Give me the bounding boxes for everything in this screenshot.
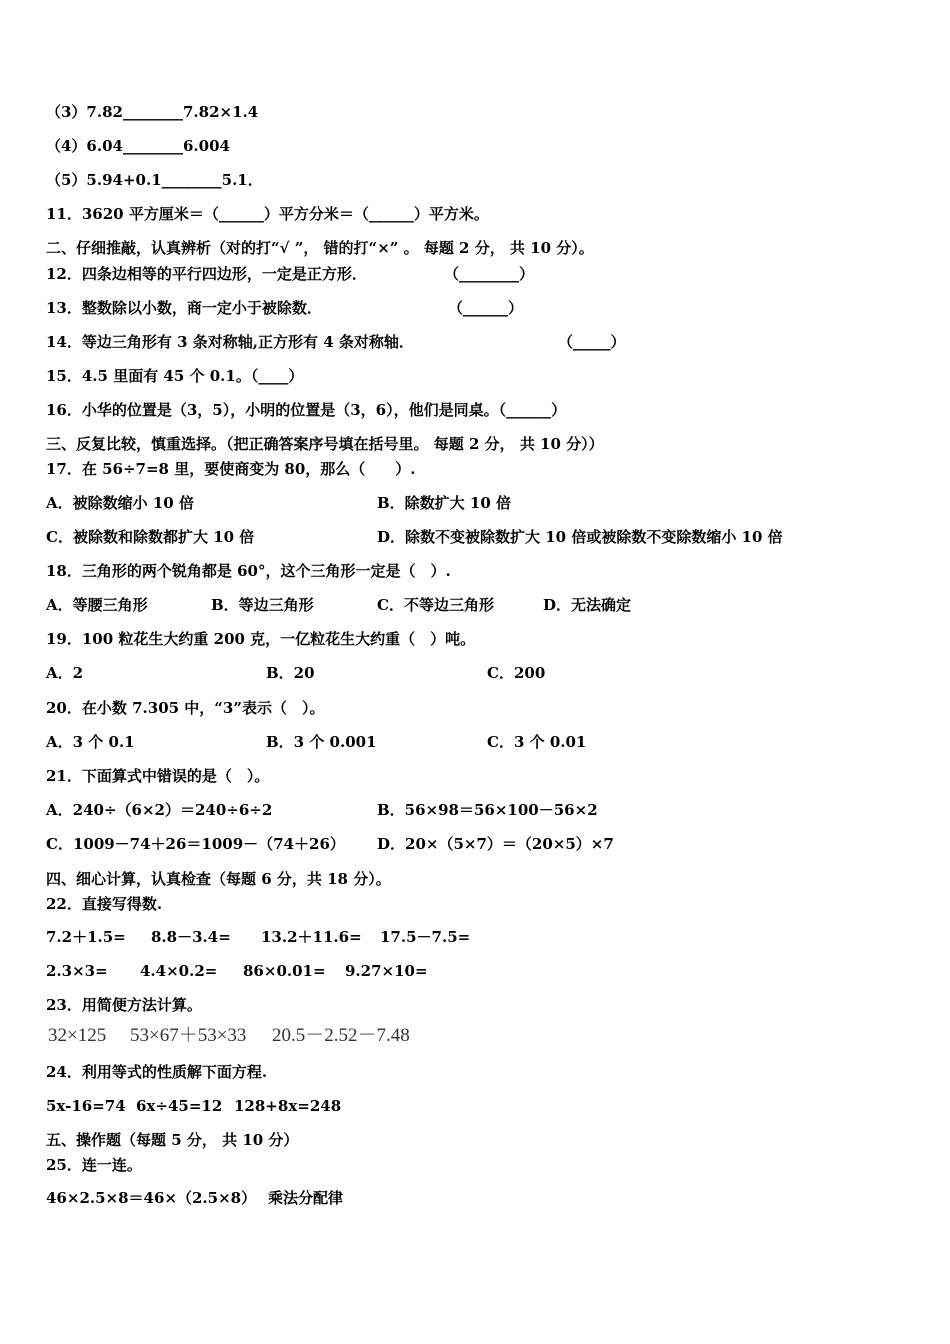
q25-stem: 25．连一连。 <box>46 1156 142 1174</box>
q22-item: 4.4×0.2= <box>140 962 218 980</box>
q17-option-a: A．被除数缩小 10 倍 <box>46 494 194 512</box>
q18-option-b: B．等边三角形 <box>211 596 314 614</box>
q14-text: 14．等边三角形有 3 条对称轴,正方形有 4 条对称轴． <box>46 333 414 351</box>
q22-item: 8.8－3.4= <box>151 928 231 946</box>
q23-expression: 32×125 <box>48 1025 107 1046</box>
q17-option-d: D．除数不变被除数扩大 10 倍或被除数不变除数缩小 10 倍 <box>377 528 783 546</box>
section4-heading: 四、细心计算，认真检查（每题 6 分，共 18 分）。 <box>46 870 391 888</box>
q23-expression: 20.5－2.52－7.48 <box>272 1025 410 1046</box>
q10-part4: （4）6.04________6.004 <box>46 137 230 155</box>
section2-heading: 二、仔细推敲，认真辨析（对的打“√ ”， 错的打“×” 。 每题 2 分， 共 10 分）。 <box>46 239 594 257</box>
q21-option-d: D．20×（5×7）＝（20×5）×7 <box>377 835 614 853</box>
q25-right-law[interactable]: 乘法分配律 <box>268 1189 344 1207</box>
q24-equation: 6x÷45=12 <box>136 1097 223 1115</box>
q22-item: 13.2＋11.6= <box>261 928 362 946</box>
section3-heading: 三、反复比较，慎重选择。（把正确答案序号填在括号里。 每题 2 分， 共 10 分）） <box>46 435 604 453</box>
q24-equation: 5x-16=74 <box>46 1097 126 1115</box>
q15: 15．4.5 里面有 45 个 0.1。（____） <box>46 367 304 385</box>
q22-item: 9.27×10= <box>345 962 428 980</box>
q25-left-expression[interactable]: 46×2.5×8＝46×（2.5×8） <box>46 1189 257 1207</box>
q12-blank[interactable]: （________） <box>444 265 535 283</box>
q19-stem: 19．100 粒花生大约重 200 克，一亿粒花生大约重（ ）吨。 <box>46 630 476 648</box>
q17-option-b: B．除数扩大 10 倍 <box>377 494 511 512</box>
q21-stem: 21．下面算式中错误的是（ ）。 <box>46 767 270 785</box>
q18-option-a: A．等腰三角形 <box>46 596 148 614</box>
q20-option-c: C．3 个 0.01 <box>487 733 587 751</box>
q21-option-b: B．56×98＝56×100－56×2 <box>377 801 598 819</box>
q24-equation: 128+8x=248 <box>234 1097 342 1115</box>
q13-text: 13．整数除以小数，商一定小于被除数． <box>46 299 322 317</box>
q20-option-b: B．3 个 0.001 <box>266 733 377 751</box>
q23-expression: 53×67＋53×33 <box>130 1025 247 1046</box>
q10-part3: （3）7.82________7.82×1.4 <box>46 103 259 121</box>
q18-option-d: D．无法确定 <box>543 596 632 614</box>
q19-option-b: B．20 <box>266 664 315 682</box>
q17-stem: 17．在 56÷7=8 里，要使商变为 80，那么（ ）. <box>46 460 416 478</box>
q17-option-c: C．被除数和除数都扩大 10 倍 <box>46 528 255 546</box>
q13-blank[interactable]: （______） <box>448 299 524 317</box>
q18-stem: 18．三角形的两个锐角都是 60°，这个三角形一定是（ ）. <box>46 562 451 580</box>
q19-option-a: A．2 <box>46 664 84 682</box>
q16: 16．小华的位置是（3，5），小明的位置是（3，6），他们是同桌。（______） <box>46 401 567 419</box>
q12-text: 12．四条边相等的平行四边形，一定是正方形． <box>46 265 367 283</box>
q14-blank[interactable]: （_____） <box>558 333 626 351</box>
q22-stem: 22．直接写得数. <box>46 895 163 913</box>
section5-heading: 五、操作题（每题 5 分， 共 10 分） <box>46 1131 299 1149</box>
q10-part5: （5）5.94+0.1________5.1． <box>46 171 263 189</box>
q21-option-a: A．240÷（6×2）＝240÷6÷2 <box>46 801 273 819</box>
q22-item: 86×0.01= <box>243 962 326 980</box>
q22-item: 2.3×3= <box>46 962 108 980</box>
q20-option-a: A．3 个 0.1 <box>46 733 135 751</box>
q22-item: 17.5－7.5= <box>380 928 471 946</box>
q21-option-c: C．1009－74＋26＝1009－（74＋26） <box>46 835 345 853</box>
q11: 11．3620 平方厘米＝（______）平方分米＝（______）平方米。 <box>46 205 489 223</box>
q20-stem: 20．在小数 7.305 中，“3”表示（ ）。 <box>46 699 325 717</box>
q23-stem: 23．用简便方法计算。 <box>46 996 202 1014</box>
q18-option-c: C．不等边三角形 <box>377 596 494 614</box>
q22-item: 7.2＋1.5= <box>46 928 126 946</box>
q19-option-c: C．200 <box>487 664 546 682</box>
q24-stem: 24．利用等式的性质解下面方程. <box>46 1063 268 1081</box>
